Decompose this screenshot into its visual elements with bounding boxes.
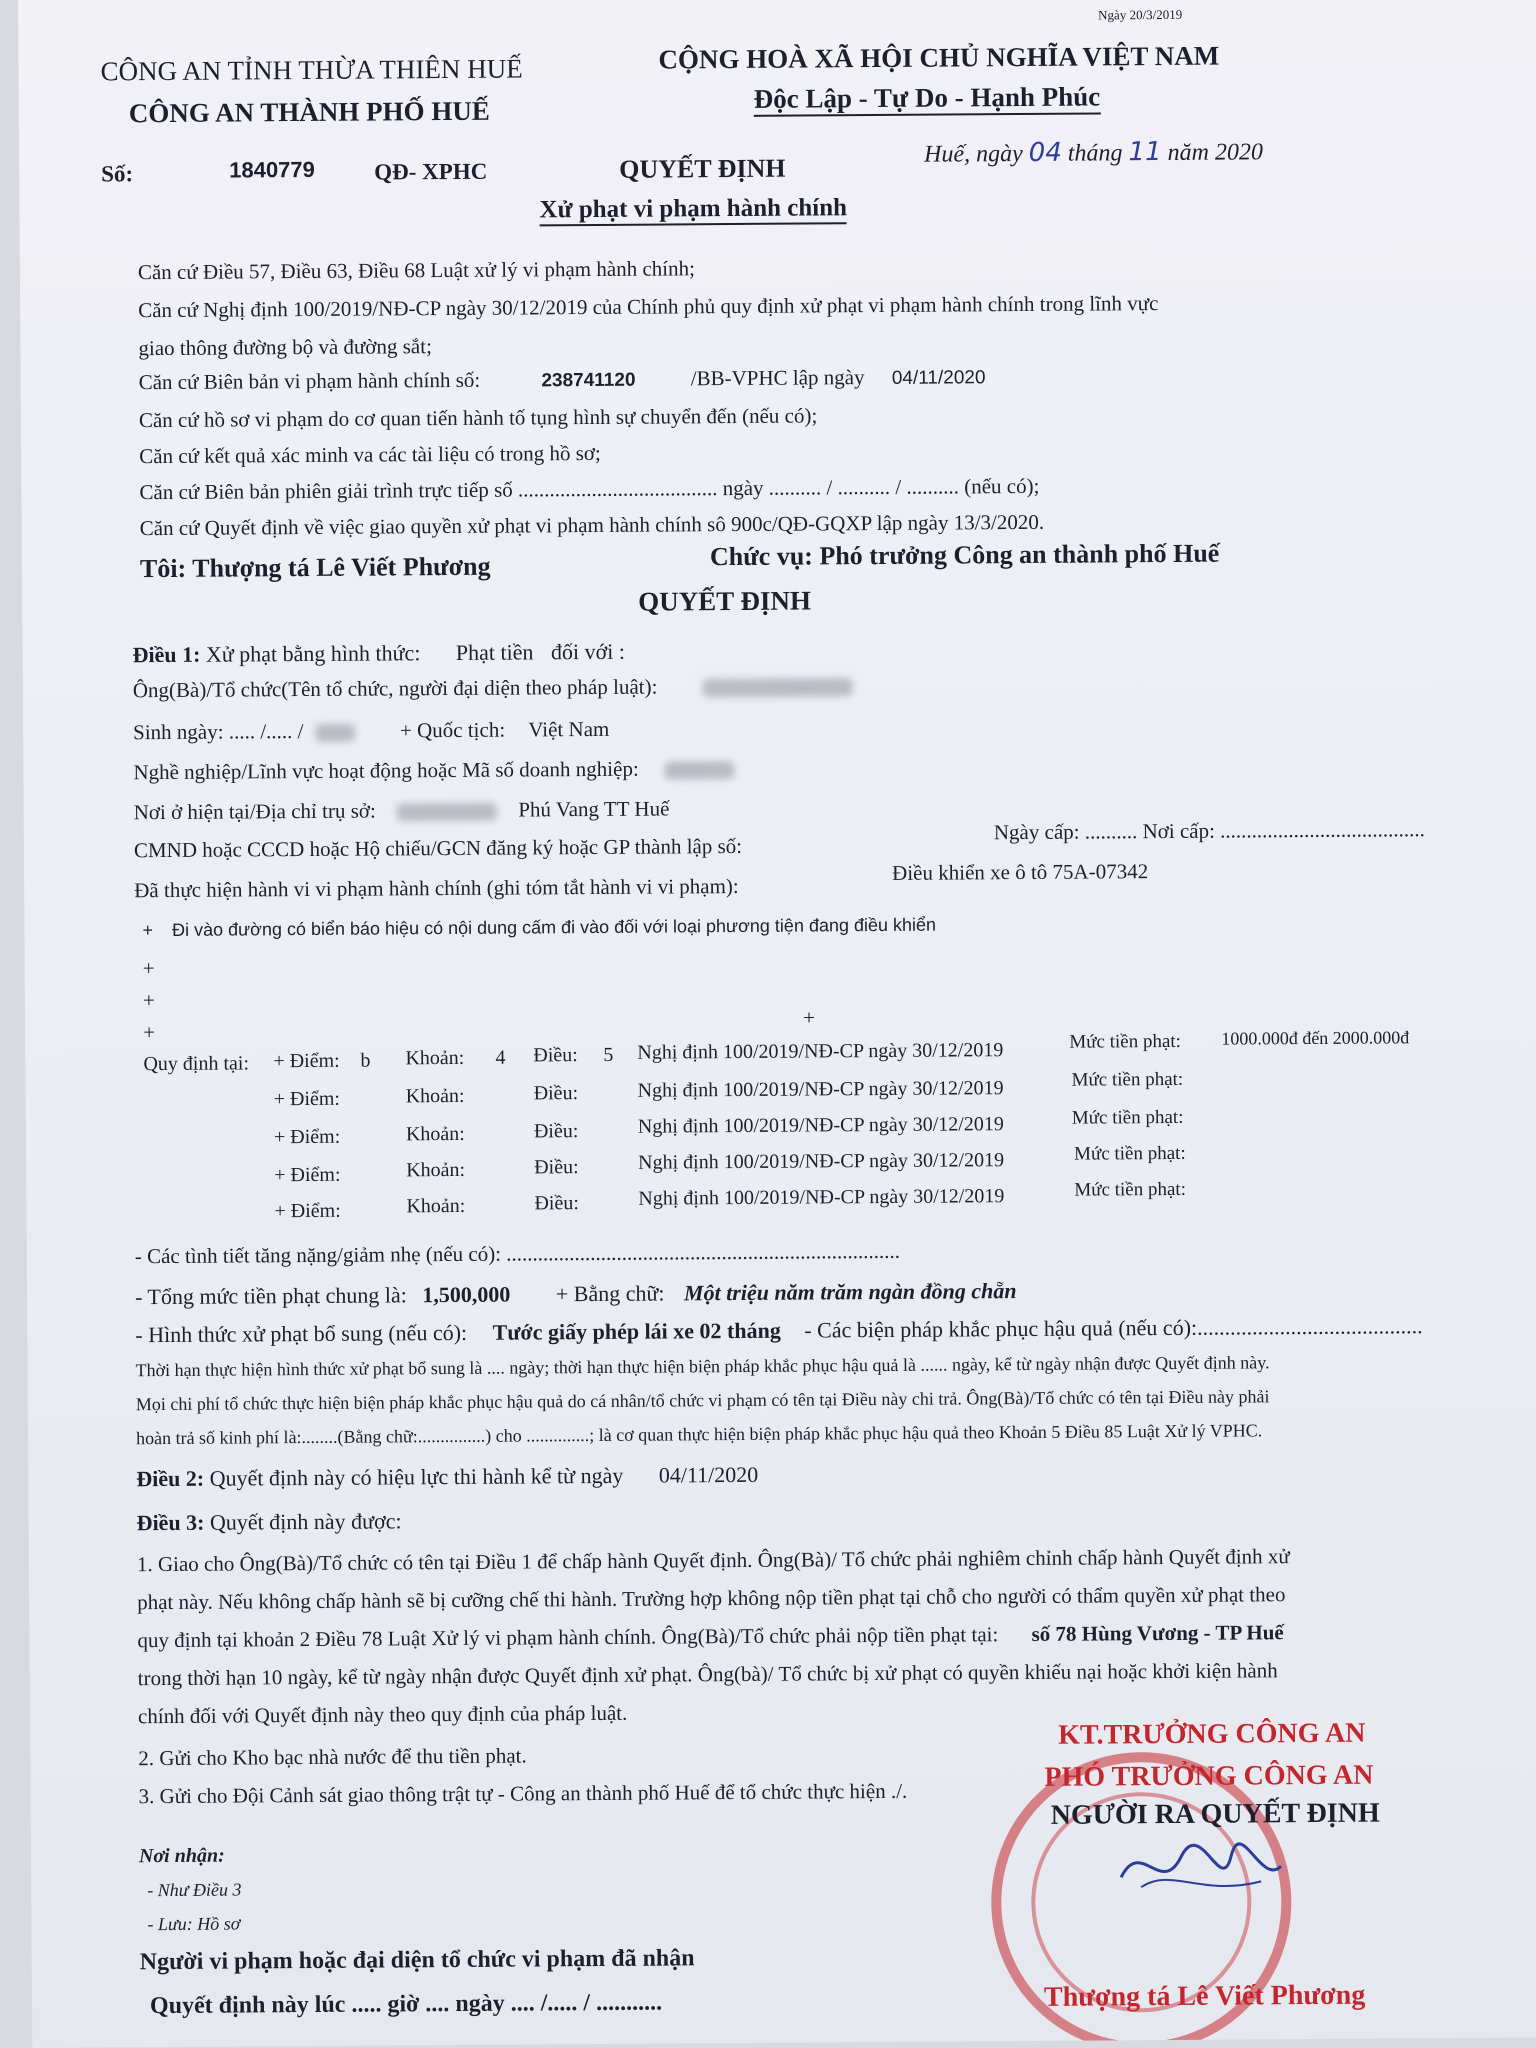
- receipt-line2: Quyết định này lúc ..... giờ .... ngày .... /..... / ...........: [149, 1989, 663, 2020]
- national-motto: Độc Lập - Tự Do - Hạnh Phúc: [754, 82, 1101, 116]
- article3-l1: 1. Giao cho Ông(Bà)/Tổ chức có tên tại Điều 1 để chấp hành Quyết định. Ông(Bà)/ Tổ chức phải nghiêm chỉnh chấp hành Quyết định xử: [136, 1544, 1290, 1577]
- plus-4: +: [803, 1005, 816, 1030]
- agency-line1: CÔNG AN TỈNH THỪA THIÊN HUẾ: [100, 53, 523, 87]
- effective-date: 04/11/2020: [658, 1461, 759, 1488]
- recipient-1: - Như Điều 3: [147, 1879, 242, 1901]
- decision-document: Ngày 20/3/2019 CÔNG AN TỈNH THỪA THIÊN HUẾ CÔNG AN THÀNH PHỐ HUẾ CỘNG HOÀ XÃ HỘI CHỦ NGHĨA VIỆT NAM Độc Lập - Tự Do - Hạnh Phúc Số: 1840779 QĐ- XPHC QUYẾT ĐỊNH Huế, ngày 04 tháng 11 năm 2020 Xử phạt vi phạm hành chính Căn cứ Điều 57, Điều 63, Điều 68 Luật xử lý vi phạm hành chính; Căn cứ Nghị định 100/2019/NĐ-CP ngày 30/12/2019 của Chính phủ quy định xử phạt vi phạm hành chính trong lĩnh vực giao thông đường bộ và đường sắt; Căn cứ Biên bản vi phạm hành chính số: 238741120 /BB-VPHC lập ngày 04/11/2020 Căn cứ hồ sơ vi phạm do cơ quan tiến hành tố tụng hình sự chuyển đến (nếu có); Căn cứ kết quả xác minh va các tài liệu có trong hồ sơ; Căn cứ Biên bản phiên giải trình trực tiếp số ...................................... ngày .......... / .......... / .......... (nếu có); Căn cứ Quyết định về việc giao quyền xử phạt vi phạm hành chính sô 900c/QĐ-GQXP lập ngày 13/3/2020. Tôi: Thượng tá Lê Viết Phương Chức vụ: Phó trưởng Công an thành phố Huế QUYẾT ĐỊNH Điều 1: Xử phạt bằng hình thức: Phạt tiền đối với : Ông(Bà)/Tổ chức(Tên tổ chức, người đại diện theo pháp luật): Sinh ngày: ..... /..... / + Quốc tịch: Việt Nam Nghề nghiệp/Lĩnh vực hoạt động hoặc Mã số doanh nghiệp: Nơi ở hiện tại/Địa chỉ trụ sở: Phú Vang TT Huế CMND hoặc CCCD hoặc Hộ chiếu/GCN đăng ký hoặc GP thành lập số: Ngày cấp: .......... Nơi cấp: ....................................... Đã thực hiện hành vi vi phạm hành chính (ghi tóm tắt hành vi vi phạm): Điều khiển xe ô tô 75A-07342 + Đi vào đường có biển báo hiệu có nội dung cấm đi vào đối với loại phương tiện đang điều khiển + + + + Quy định tại: + Điểm: b Khoản: 4 Điều: 5 Nghị định 100/2019/NĐ-CP ngày 30/12/2019 Mức tiền phạt: 1000.000đ đến 2000.000đ + Điểm: Khoản: Điều: Nghị định 100/2019/NĐ-CP ngày 30/12/2019 Mức tiền phạt: + Điểm: Khoản: Điều: Nghị định 100/2019/NĐ-CP ngày 30/12/2019 Mức tiền phạt: + Điểm: Khoản: Điều: Nghị định 100/2019/NĐ-CP ngày 30/12/2019 Mức tiền phạt: + Điểm: Khoản: Điều: Nghị định 100/2019/NĐ-CP ngày 30/12/2019 Mức tiền phạt: - Các tình tiết tăng nặng/giảm nhẹ (nếu có): ........................................................................... - Tổng mức tiền phạt chung là: 1,500,000 + Bằng chữ: Một triệu năm trăm ngàn đồng chẵn - Hình thức xử phạt bổ sung (nếu có): Tước giấy phép lái xe 02 tháng - Các biện pháp khắc phục hậu quả (nếu có):......................................... Thời hạn thực hiện hình thức xử phạt bổ sung là .... ngày; thời hạn thực hiện biện pháp khắc phục hậu quả là ...... ngày, kể từ ngày nhận được Quyết định này. Mọi chi phí tổ chức thực hiện biện pháp khắc phục hậu quả do cá nhân/tổ chức vi phạm có tên tại Điều này chi trả. Ông(Bà)/Tổ chức có tên tại Điều này phải hoàn trả số kinh phí là:........(Bằng chữ:...............) cho ..............; là cơ quan thực hiện biện pháp khắc phục hậu quả theo Khoản 5 Điều 85 Luật Xử lý VPHC. Điều 2: Quyết định này có hiệu lực thi hành kể từ ngày 04/11/2020 Điều 3: Quyết định này được: 1. Giao cho Ông(Bà)/Tổ chức có tên tại Điều 1 để chấp hành Quyết định. Ông(Bà)/ Tổ chức phải nghiêm chỉnh chấp hành Quyết định xử phạt này. Nếu không chấp hành sẽ bị cưỡng chế thi hành. Trường hợp không nộp tiền phạt tại chỗ cho người có thẩm quyền xử phạt theo quy định tại khoản 2 Điều 78 Luật Xử lý vi phạm hành chính. Ông(Bà)/Tổ chức phải nộp tiền phạt tại: số 78 Hùng Vương - TP Huế trong thời hạn 10 ngày, kể từ ngày nhận được Quyết định xử phạt. Ông(bà)/ Tổ chức bị xử phạt có quyền khiếu nại hoặc khởi kiện hành chính đối với Quyết định này theo quy định của pháp luật. 2. Gửi cho Kho bạc nhà nước để thu tiền phạt. 3. Gửi cho Đội Cảnh sát giao thông trật tự - Công an thành phố Huế để tổ chức thực hiện ./. Nơi nhận: - Như Điều 3 - Lưu: Hồ sơ Người vi phạm hoặc đại diện tổ chức vi phạm đã nhận Quyết định này lúc ..... giờ .... ngày .... /..... / ........... KT.TRƯỞNG CÔNG AN PHÓ TRƯỞNG CÔNG AN NGƯỜI RA QUYẾT ĐỊNH Thượng tá Lê Viết Phương: [18, 0, 1536, 2048]
- signature-title3: NGƯỜI RA QUYẾT ĐỊNH: [1050, 1797, 1380, 1831]
- date-day: 04: [1028, 137, 1062, 168]
- redacted-job: [664, 761, 734, 779]
- signer-name: Thượng tá Lê Viết Phương: [1043, 1979, 1366, 2013]
- article1-line: Điều 1: Xử phạt bằng hình thức: Phạt tiền đối với :: [132, 638, 626, 668]
- signature-scribble: [1111, 1826, 1292, 1907]
- plus-2: +: [142, 988, 155, 1013]
- paragraph-1: Thời hạn thực hiện hình thức xử phạt bổ sung là .... ngày; thời hạn thực hiện biện pháp khắc phục hậu quả là ...... ngày, kể từ ngày nhận được Quyết định này.: [135, 1352, 1270, 1381]
- article3-line: Điều 3: Quyết định này được:: [136, 1508, 402, 1536]
- basis-line1: Căn cứ Điều 57, Điều 63, Điều 68 Luật xử lý vi phạm hành chính;: [137, 256, 695, 285]
- report-date: 04/11/2020: [891, 367, 986, 389]
- amount-in-words: Một triệu năm trăm ngàn đồng chẵn: [683, 1278, 1017, 1306]
- so-label: Số:: [101, 161, 134, 187]
- agency-line2: CÔNG AN THÀNH PHỐ HUẾ: [128, 95, 490, 129]
- recipients-title: Nơi nhận:: [138, 1844, 225, 1868]
- circumstances-line: - Các tình tiết tăng nặng/giảm nhẹ (nếu có): ...........................................................................: [134, 1238, 901, 1269]
- article3-l6: 2. Gửi cho Kho bạc nhà nước để thu tiền phạt.: [138, 1743, 527, 1771]
- total-line: - Tổng mức tiền phạt chung là: 1,500,000 + Bằng chữ: Một triệu năm trăm ngàn đồng chẵn: [134, 1278, 1017, 1310]
- signature-title2: PHÓ TRƯỞNG CÔNG AN: [1044, 1759, 1374, 1793]
- paragraph-3: hoàn trả số kinh phí là:........(Bằng chữ:...............) cho ..............; là cơ quan thực hiện biện pháp khắc phục hậu quả theo Khoản 5 Điều 85 Luật Xử lý VPHC.: [135, 1420, 1263, 1449]
- redacted-address: [397, 803, 497, 822]
- so-number: 1840779: [229, 156, 315, 183]
- article3-l5: chính đối với Quyết định này theo quy định của pháp luật.: [137, 1700, 628, 1729]
- top-stamp-date: Ngày 20/3/2019: [1098, 6, 1183, 23]
- plus-3: +: [143, 1020, 156, 1045]
- signature-title1: KT.TRƯỞNG CÔNG AN: [1058, 1717, 1366, 1751]
- extra-penalty-line: - Hình thức xử phạt bổ sung (nếu có): Tước giấy phép lái xe 02 tháng - Các biện pháp khắc phục hậu quả (nếu có):.........................................: [135, 1313, 1423, 1348]
- basis-line7: Căn cứ Biên bản phiên giải trình trực tiếp số ...................................... ngày .......... / .......... / .......... (nếu có);: [139, 473, 1040, 505]
- plus-1: +: [142, 956, 155, 981]
- receipt-line1: Người vi phạm hoặc đại diện tổ chức vi phạm đã nhận: [139, 1945, 695, 1976]
- article3-l4: trong thời hạn 10 ngày, kể từ ngày nhận được Quyết định xử phạt. Ông(bà)/ Tổ chức bị xử phạt có quyền khiếu nại hoặc khởi kiện hành: [137, 1658, 1278, 1691]
- basis-line3: giao thông đường bộ và đường sắt;: [138, 334, 432, 361]
- basis-line2: Căn cứ Nghị định 100/2019/NĐ-CP ngày 30/12/2019 của Chính phủ quy định xử phạt vi phạm hành chính trong lĩnh vực: [138, 291, 1159, 323]
- redacted-dob: [315, 724, 355, 742]
- article3-l2: phạt này. Nếu không chấp hành sẽ bị cưỡng chế thi hành. Trường hợp không nộp tiền phạt tại chỗ cho người có thẩm quyền xử phạt theo: [137, 1582, 1286, 1615]
- regulation-label: Quy định tại:: [143, 1052, 250, 1076]
- id-line: CMND hoặc CCCD hoặc Hộ chiếu/GCN đăng ký hoặc GP thành lập số:: [133, 833, 743, 863]
- total-amount: 1,500,000: [422, 1281, 511, 1308]
- report-number: 238741120: [541, 369, 636, 392]
- article3-l7: 3. Gửi cho Đội Cảnh sát giao thông trật tự - Công an thành phố Huế để tổ chức thực hiện ./.: [138, 1778, 908, 1809]
- official-name: Tôi: Thượng tá Lê Viết Phương: [139, 551, 491, 584]
- article3-l3: quy định tại khoản 2 Điều 78 Luật Xử lý vi phạm hành chính. Ông(Bà)/Tổ chức phải nộp tiền phạt tại: số 78 Hùng Vương - TP Huế: [137, 1620, 1284, 1653]
- basis-line6: Căn cứ kết quả xác minh va các tài liệu có trong hồ sơ;: [139, 440, 601, 469]
- dob-line: Sinh ngày: ..... /..... / + Quốc tịch: Việt Nam: [133, 716, 610, 745]
- decide-heading: QUYẾT ĐỊNH: [638, 585, 812, 617]
- redacted-name: [703, 678, 853, 697]
- date-month: 11: [1128, 137, 1162, 168]
- payment-place: số 78 Hùng Vương - TP Huế: [1031, 1620, 1284, 1646]
- behavior-label: Đã thực hiện hành vi vi phạm hành chính (ghi tóm tắt hành vi vi phạm):: [134, 873, 739, 903]
- article2-line: Điều 2: Quyết định này có hiệu lực thi hành kể từ ngày 04/11/2020: [136, 1461, 759, 1492]
- recipient-2: - Lưu: Hồ sơ: [147, 1913, 241, 1935]
- address-line: Nơi ở hiện tại/Địa chỉ trụ sở: Phú Vang TT Huế: [133, 796, 670, 825]
- job-line: Nghề nghiệp/Lĩnh vực hoạt động hoặc Mã số doanh nghiệp:: [133, 757, 734, 784]
- basis-line5: Căn cứ hồ sơ vi phạm do cơ quan tiến hành tố tụng hình sự chuyển đến (nếu có);: [138, 403, 818, 433]
- subject-title: Xử phạt vi phạm hành chính: [539, 194, 847, 226]
- violation-line: + Đi vào đường có biển báo hiệu có nội dung cấm đi vào đối với loại phương tiện đang điều khiển: [142, 914, 937, 941]
- official-position: Chức vụ: Phó trưởng Công an thành phố Huế: [709, 538, 1220, 572]
- country-name: CỘNG HOÀ XÃ HỘI CHỦ NGHĨA VIỆT NAM: [658, 40, 1220, 75]
- issue-line: Ngày cấp: .......... Nơi cấp: .......................................: [993, 817, 1425, 845]
- paragraph-2: Mọi chi phí tổ chức thực hiện biện pháp khắc phục hậu quả do cá nhân/tổ chức vi phạm có tên tại Điều này chi trả. Ông(Bà)/Tổ chức có tên tại Điều này phải: [135, 1386, 1270, 1415]
- date-line: Huế, ngày 04 tháng 11 năm 2020: [924, 137, 1264, 168]
- person-line: Ông(Bà)/Tổ chức(Tên tổ chức, người đại diện theo pháp luật):: [133, 674, 853, 702]
- basis-line8: Căn cứ Quyết định về việc giao quyền xử phạt vi phạm hành chính sô 900c/QĐ-GQXP lập ngày 13/3/2020.: [139, 509, 1045, 541]
- basis-line4: Căn cứ Biên bản vi phạm hành chính số: 238741120 /BB-VPHC lập ngày 04/11/2020: [138, 365, 986, 395]
- extra-penalty: Tước giấy phép lái xe 02 tháng: [492, 1317, 781, 1345]
- vehicle-plate: Điều khiển xe ô tô 75A-07342: [892, 859, 1149, 885]
- doc-type-title: QUYẾT ĐỊNH: [619, 153, 786, 184]
- so-suffix: QĐ- XPHC: [374, 158, 488, 185]
